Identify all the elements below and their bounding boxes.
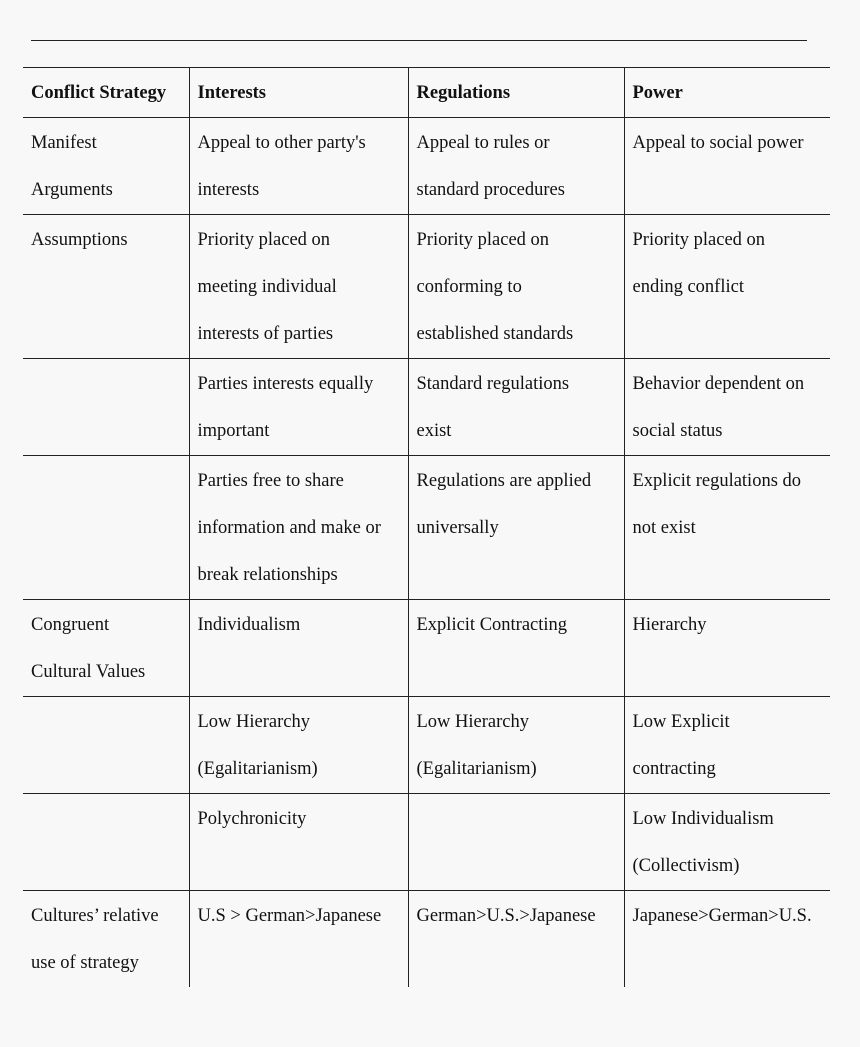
- cell-text-line: standard procedures: [416, 180, 565, 200]
- cell-text-line: information and make or: [197, 518, 381, 538]
- regulations-cell: [408, 456, 624, 600]
- interests-cell: [189, 456, 408, 600]
- cell-text-line: contracting: [632, 759, 716, 779]
- row-label-cell: [23, 118, 189, 215]
- interests-cell: [189, 697, 408, 794]
- table-row: [23, 215, 830, 359]
- power-cell: [624, 794, 830, 891]
- regulations-cell: [408, 118, 624, 215]
- interests-cell: [189, 118, 408, 215]
- cell-text-line: Appeal to social power: [632, 133, 804, 153]
- cell-text-line: Standard regulations: [416, 374, 570, 394]
- row-label-cell: [23, 215, 189, 359]
- power-cell: [624, 891, 830, 988]
- cell-text-line: break relationships: [197, 565, 338, 585]
- table-row: [23, 697, 830, 794]
- row-label-cell: [23, 697, 189, 794]
- cell-text-line: Low Individualism: [632, 809, 774, 829]
- row-label-cell: [23, 794, 189, 891]
- cell-text-line: (Collectivism): [632, 856, 740, 876]
- cell-text-line: Parties free to share: [197, 471, 344, 491]
- cell-text-line: Priority placed on: [197, 230, 331, 250]
- cell-text-line: Arguments: [31, 180, 113, 200]
- cell-text-line: (Egalitarianism): [416, 759, 537, 779]
- interests-cell: [189, 891, 408, 988]
- power-cell: [624, 697, 830, 794]
- cell-text-line: (Egalitarianism): [197, 759, 318, 779]
- interests-cell: [189, 359, 408, 456]
- top-rule: [31, 40, 807, 41]
- cell-text-line: Explicit regulations do: [632, 471, 802, 491]
- cell-text-line: Priority placed on: [632, 230, 766, 250]
- row-label-cell: [23, 600, 189, 697]
- interests-cell: [189, 215, 408, 359]
- cell-text-line: Low Explicit: [632, 712, 730, 732]
- power-cell: [624, 359, 830, 456]
- cell-text-line: not exist: [632, 518, 696, 538]
- row-label-cell: [23, 359, 189, 456]
- cell-text-line: use of strategy: [31, 953, 139, 973]
- cell-text-line: conforming to: [416, 277, 522, 297]
- cell-text-line: exist: [416, 421, 452, 441]
- cell-text-line: Manifest: [31, 133, 97, 153]
- regulations-cell: [408, 215, 624, 359]
- table-row: [23, 118, 830, 215]
- header-conflict-strategy: Conflict Strategy: [23, 68, 189, 118]
- cell-text-line: interests of parties: [197, 324, 334, 344]
- power-cell: [624, 456, 830, 600]
- regulations-cell: [408, 600, 624, 697]
- interests-cell: [189, 794, 408, 891]
- table-row: [23, 794, 830, 891]
- conflict-strategy-table: [23, 67, 830, 987]
- table-row: [23, 600, 830, 697]
- cell-text-line: important: [197, 421, 270, 441]
- cell-text-line: Appeal to rules or: [416, 133, 550, 153]
- row-label-cell: [23, 891, 189, 988]
- power-cell: [624, 600, 830, 697]
- header-regulations: Regulations: [408, 68, 624, 118]
- interests-cell: [189, 600, 408, 697]
- cell-text-line: Japanese>German>U.S.: [632, 906, 812, 926]
- cell-text-line: Regulations are applied: [416, 471, 592, 491]
- cell-text-line: social status: [632, 421, 723, 441]
- regulations-cell: [408, 794, 624, 891]
- cell-text-line: ending conflict: [632, 277, 744, 297]
- header-row: [23, 68, 830, 118]
- cell-text-line: Congruent: [31, 615, 110, 635]
- cell-text-line: universally: [416, 518, 499, 538]
- cell-text-line: Low Hierarchy: [197, 712, 310, 732]
- table-body: [23, 118, 830, 988]
- cell-text-line: Behavior dependent on: [632, 374, 805, 394]
- cell-text-line: Explicit Contracting: [416, 615, 568, 635]
- cell-text-line: German>U.S.>Japanese: [416, 906, 596, 926]
- power-cell: [624, 215, 830, 359]
- cell-text-line: Cultural Values: [31, 662, 146, 682]
- cell-text-line: U.S > German>Japanese: [197, 906, 382, 926]
- cell-text-line: established standards: [416, 324, 574, 344]
- table-row: [23, 359, 830, 456]
- table-row: [23, 891, 830, 988]
- cell-text-line: meeting individual: [197, 277, 337, 297]
- cell-text-line: Appeal to other party's: [197, 133, 366, 153]
- header-interests: Interests: [189, 68, 408, 118]
- cell-text-line: interests: [197, 180, 260, 200]
- cell-text-line: Assumptions: [31, 230, 128, 250]
- regulations-cell: [408, 891, 624, 988]
- cell-text-line: Cultures’ relative: [31, 906, 159, 926]
- cell-text-line: Individualism: [197, 615, 301, 635]
- table-row: [23, 456, 830, 600]
- cell-text-line: Polychronicity: [197, 809, 307, 829]
- cell-text-line: Parties interests equally: [197, 374, 374, 394]
- cell-text-line: Hierarchy: [632, 615, 707, 635]
- row-label-cell: [23, 456, 189, 600]
- header-power: Power: [624, 68, 830, 118]
- cell-text-line: Priority placed on: [416, 230, 550, 250]
- cell-text-line: Low Hierarchy: [416, 712, 529, 732]
- power-cell: [624, 118, 830, 215]
- regulations-cell: [408, 359, 624, 456]
- regulations-cell: [408, 697, 624, 794]
